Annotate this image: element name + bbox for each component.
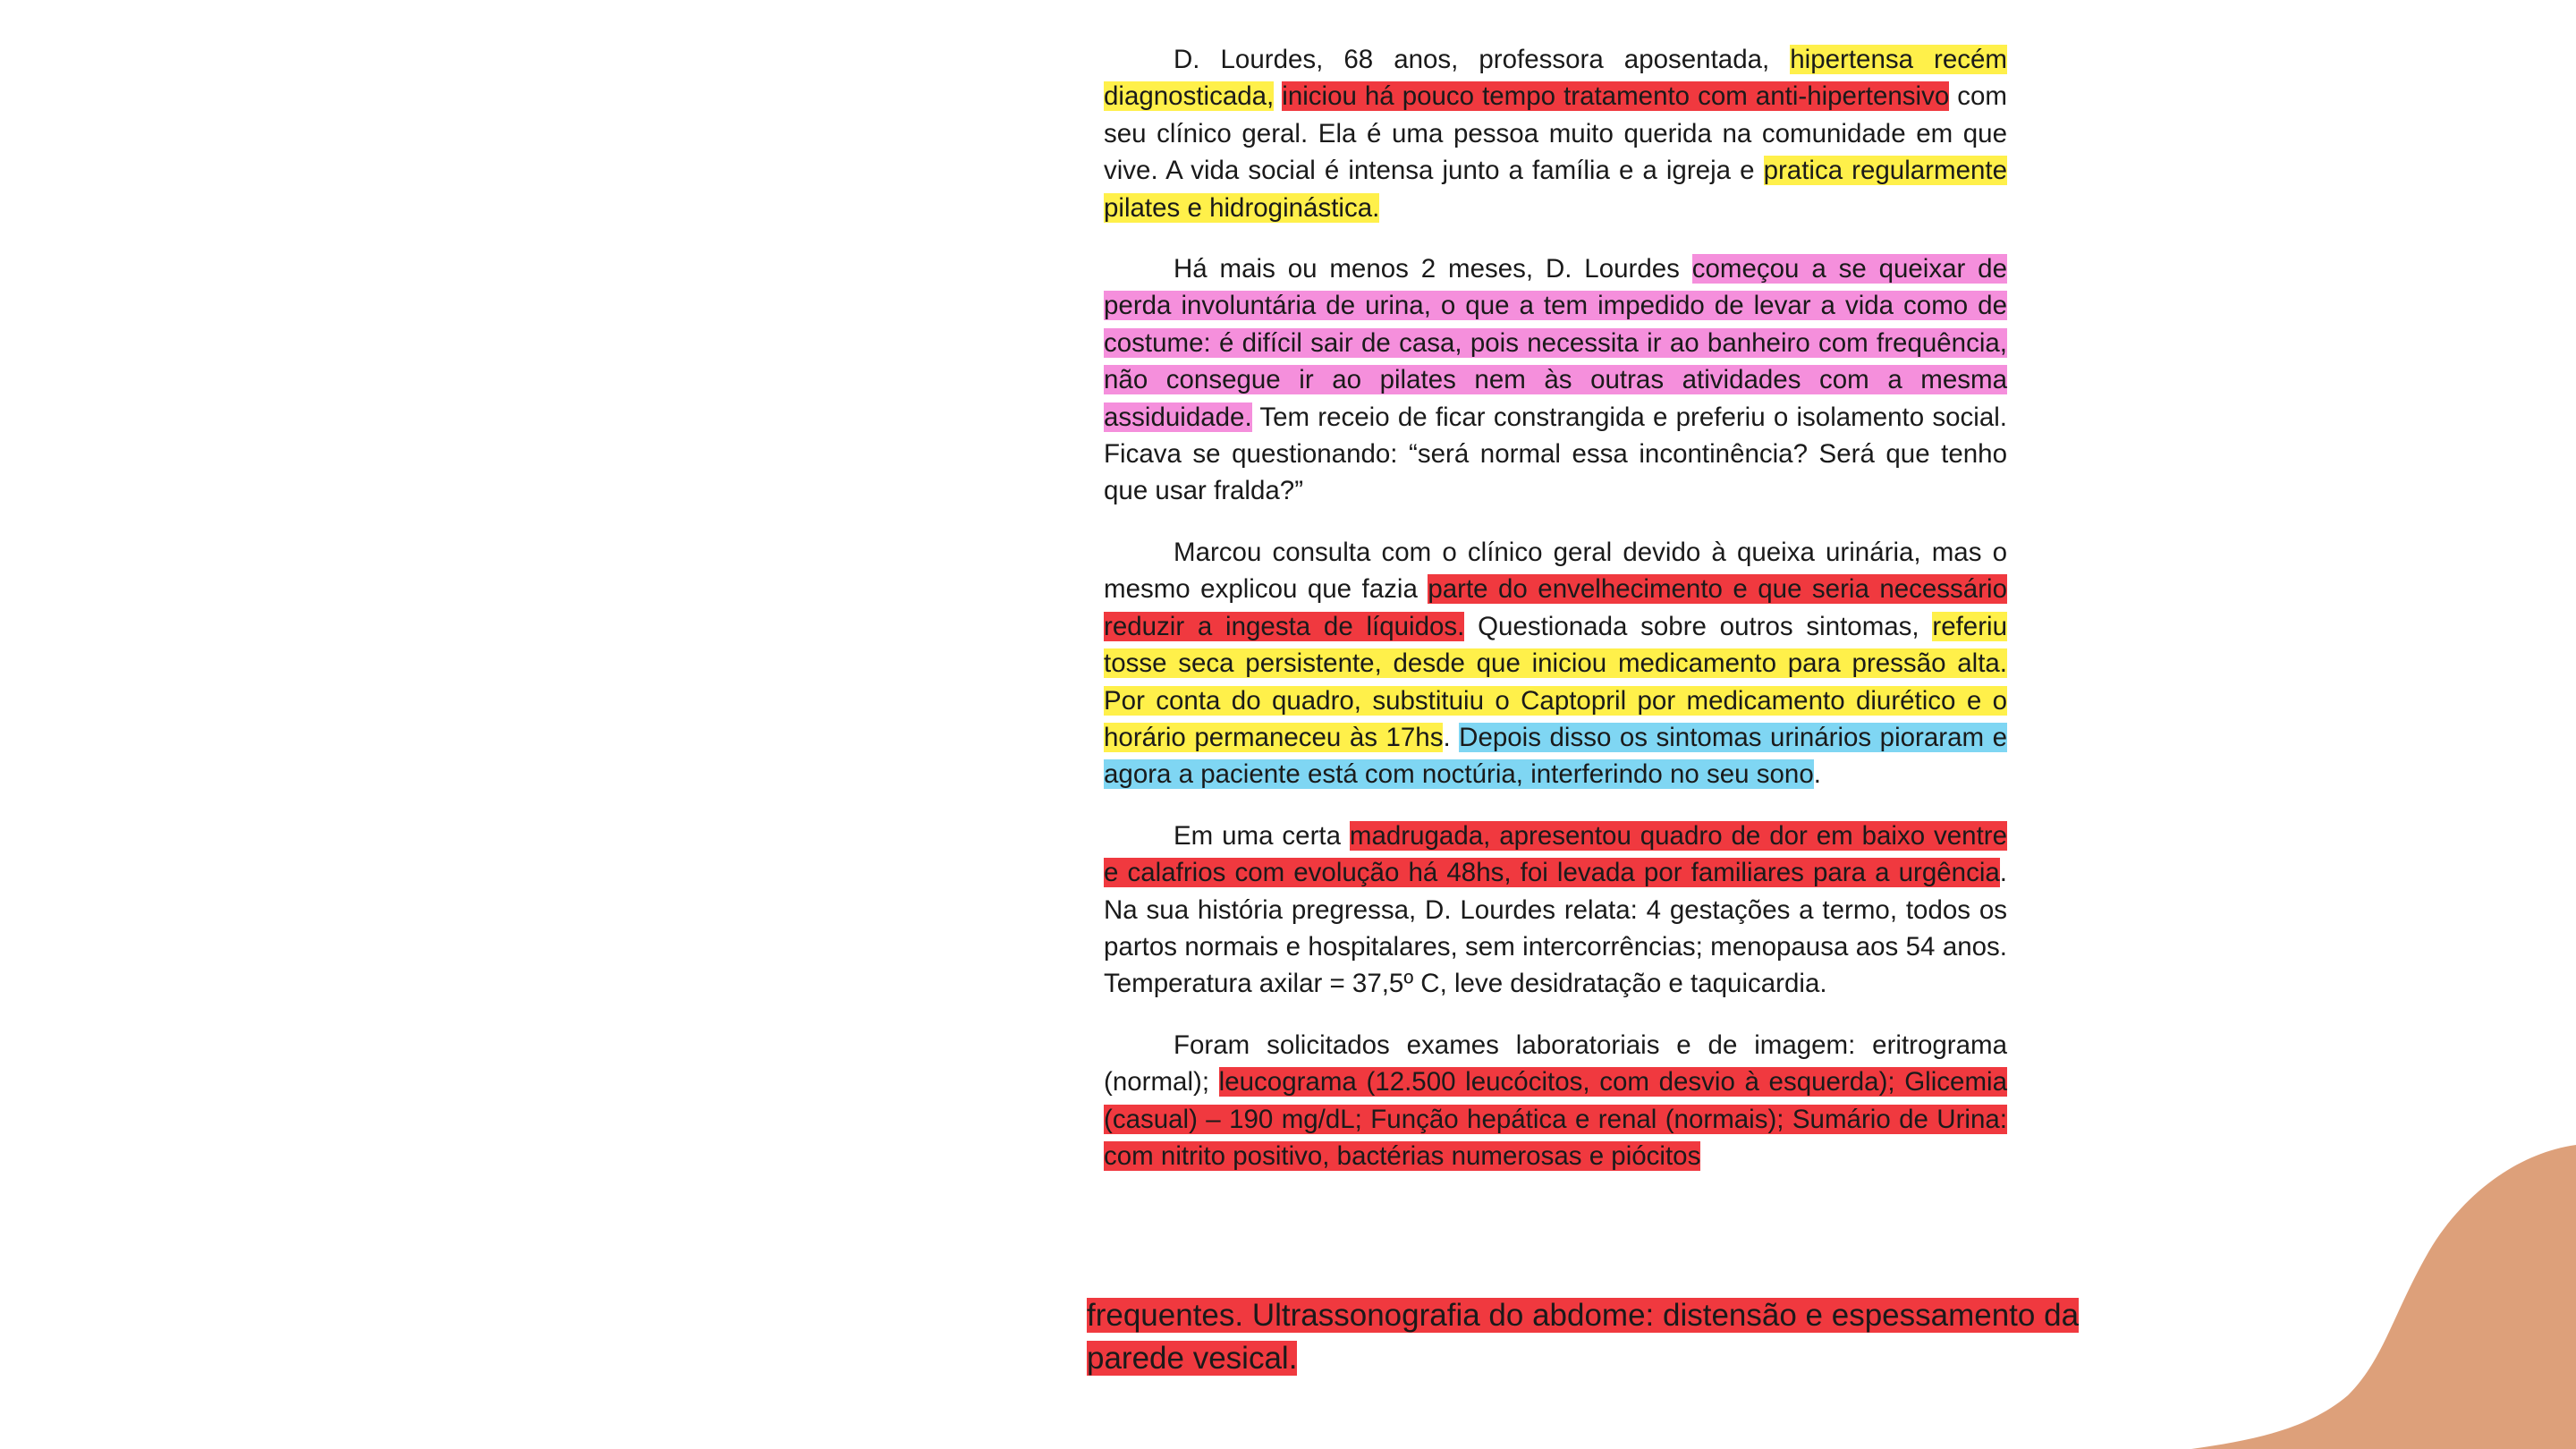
text-segment: Em uma certa bbox=[1174, 820, 1350, 851]
highlight-blue: Depois disso os sintomas urinários pioraram e agora a paciente está com noctúria, interferindo no seu sono bbox=[1104, 722, 2007, 790]
paragraph-1 bbox=[1104, 41, 2007, 226]
case-text bbox=[1104, 41, 2007, 1199]
paragraph-3 bbox=[1104, 534, 2007, 793]
text-segment: Marcou consulta com o clínico geral devido à queixa urinária, mas o mesmo explicou que fazia bbox=[1104, 537, 2007, 605]
continuation-text bbox=[1087, 1294, 2151, 1380]
text-segment: Há mais ou menos 2 meses, D. Lourdes bbox=[1174, 254, 1692, 284]
text-segment: D. Lourdes, 68 anos, professora aposentada, bbox=[1174, 45, 1791, 74]
highlight-pink: começou a se queixar de perda involuntária de urina, o que a tem impedido de levar a vida como de costume: é difícil sair de casa, pois necessita ir ao banheiro com frequência, não consegue ir ao pilates nem às outras atividades com a mesma assiduidade. bbox=[1104, 254, 2007, 432]
highlight-red: madrugada, apresentou quadro de dor em baixo ventre e calafrios com evolução há 48hs, foi levada por familiares para a urgência bbox=[1104, 820, 2007, 888]
highlight-red: frequentes. Ultrassonografia do abdome: distensão e espessamento da parede vesical. bbox=[1087, 1298, 2080, 1376]
highlight-yellow: pratica regularmente pilates e hidroginástica. bbox=[1104, 156, 2007, 223]
highlight-yellow: hipertensa recém diagnosticada, bbox=[1104, 45, 2008, 112]
text-segment: . bbox=[1443, 722, 1460, 752]
paragraph-4 bbox=[1104, 818, 2007, 1003]
text-segment: . Na sua história pregressa, D. Lourdes relata: 4 gestações a termo, todos os partos normais e hospitalares, sem intercorrências; menopausa aos 54 anos. Temperatura axilar = 37,5º C, leve desidratação e taquicardia. bbox=[1104, 858, 2007, 999]
text-segment: Tem receio de ficar constrangida e preferiu o isolamento social. Ficava se questionando: “será normal essa incontinência? Será que tenho que usar fralda?” bbox=[1104, 402, 2007, 506]
text-segment: . bbox=[1813, 759, 1821, 790]
decorative-blob-shape bbox=[2191, 1145, 2576, 1449]
text-segment: com seu clínico geral. Ela é uma pessoa muito querida na comunidade em que vive. A vida social é intensa junto a família e a igreja e bbox=[1104, 81, 2007, 186]
highlight-red: leucograma (12.500 leucócitos, com desvio à esquerda); Glicemia (casual) – 190 mg/dL; Função hepática e renal (normais); Sumário de Urina: com nitrito positivo, bactérias numerosas e piócitos bbox=[1104, 1067, 2007, 1171]
text-segment bbox=[1274, 81, 1282, 111]
highlight-red: iniciou há pouco tempo tratamento com anti-hipertensivo bbox=[1282, 81, 1950, 112]
paragraph-2 bbox=[1104, 250, 2007, 510]
text-segment: Questionada sobre outros sintomas, bbox=[1464, 611, 1933, 641]
paragraph-5 bbox=[1104, 1027, 2007, 1175]
highlight-red: parte do envelhecimento e que seria necessário reduzir a ingesta de líquidos. bbox=[1104, 574, 2007, 641]
text-segment: Foram solicitados exames laboratoriais e de imagem: eritrograma (normal); bbox=[1104, 1030, 2007, 1097]
highlight-yellow: referiu tosse seca persistente, desde que iniciou medicamento para pressão alta. Por conta do quadro, substituiu o Captopril por medicamento diurético e o horário permaneceu às 17hs bbox=[1104, 611, 2007, 752]
